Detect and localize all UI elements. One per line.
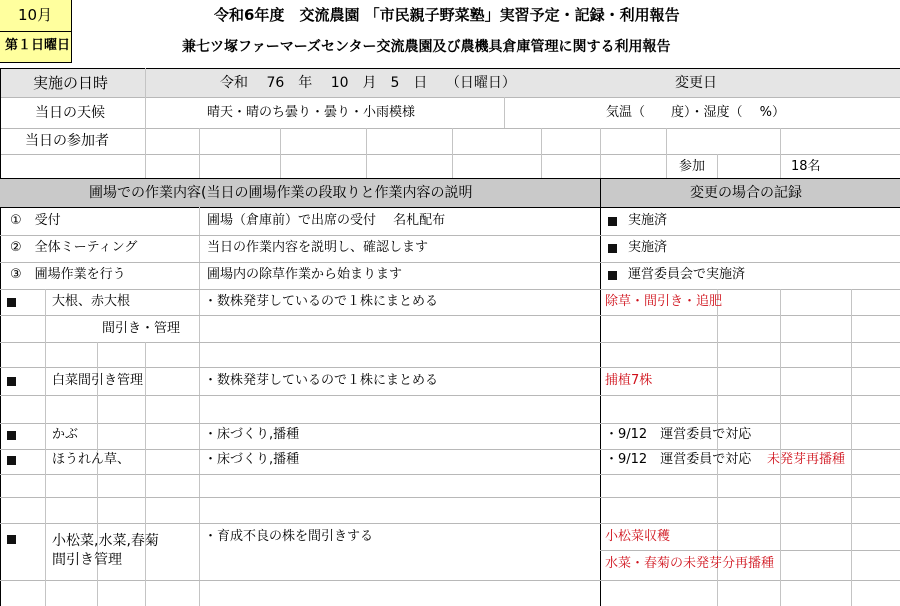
crop-1-record: 除草・間引き・追肥 [605, 294, 723, 309]
step-row-1-item: ① 受付 [10, 213, 61, 228]
crop-3-name: かぶ [52, 427, 79, 442]
date-label: 実施の日時 [33, 74, 109, 92]
weather-label: 当日の天候 [35, 105, 105, 121]
participants-label: 当日の参加者 [25, 133, 109, 149]
crop-4-name: ほうれん草、 [52, 452, 131, 467]
check-square-icon [608, 271, 617, 280]
change-header: 変更の場合の記録 [690, 185, 802, 201]
crop-5-record-2: 水菜・春菊の未発芽分再播種 [605, 556, 775, 571]
crop-4-record-extra: 未発芽再播種 [767, 452, 846, 467]
attendance-value: 18名 [791, 159, 821, 174]
crop-1-desc: ・数株発芽しているので１株にまとめる [204, 294, 439, 309]
month-label: 10月 [18, 6, 53, 24]
crop-5-record: 小松菜収穫 [605, 529, 671, 544]
step-row-3-desc: 圃場内の除草作業から始まります [207, 267, 403, 282]
bullet-square-icon [7, 456, 16, 465]
crop-4-record: ・9/12 運営委員で対応 [605, 452, 752, 467]
crop-2-name: 白菜間引き管理 [52, 373, 144, 388]
change-date-label: 変更日 [675, 75, 717, 91]
crop-5-name: 小松菜,水菜,春菊 [52, 533, 159, 549]
crop-2-desc: ・数株発芽しているので１株にまとめる [204, 373, 439, 388]
crop-5-sub: 間引き管理 [52, 552, 122, 568]
crop-3-desc: ・床づくり,播種 [204, 427, 300, 442]
crop-5-desc: ・育成不良の株を間引きする [204, 529, 374, 544]
bullet-square-icon [7, 298, 16, 307]
step-row-1-record: 実施済 [628, 213, 668, 228]
step-row-2-item: ② 全体ミーティング [10, 240, 138, 255]
crop-3-record: ・9/12 運営委員で対応 [605, 427, 752, 442]
work-header: 圃場での作業内容(当日の圃場作業の段取りと作業内容の説明 [89, 185, 473, 201]
bullet-square-icon [7, 377, 16, 386]
check-square-icon [608, 217, 617, 226]
week-label: 第１日曜日 [5, 38, 71, 53]
step-row-3-record: 運営委員会で実施済 [628, 267, 746, 282]
crop-2-record: 捕植7株 [605, 373, 653, 388]
bullet-square-icon [7, 431, 16, 440]
bullet-square-icon [7, 535, 16, 544]
date-value: 令和 76 年 10 月 5 日 （日曜日） [220, 75, 516, 91]
attendance-label: 参加 [679, 159, 706, 174]
page-subtitle: 兼七ツ塚ファーマーズセンター交流農園及び農機具倉庫管理に関する利用報告 [182, 39, 671, 55]
temp-humidity-label: 気温（ 度）・湿度（ %） [606, 105, 785, 120]
check-square-icon [608, 244, 617, 253]
step-row-2-record: 実施済 [628, 240, 668, 255]
crop-4-desc: ・床づくり,播種 [204, 452, 300, 467]
step-row-3-item: ③ 圃場作業を行う [10, 267, 126, 282]
step-row-1-desc: 圃場（倉庫前）で出席の受付 名札配布 [207, 213, 446, 228]
page-title: 令和6年度 交流農園 「市民親子野菜塾」実習予定・記録・利用報告 [214, 6, 680, 24]
crop-1-sub: 間引き・管理 [102, 321, 181, 336]
crop-1-name: 大根、赤大根 [52, 294, 131, 309]
step-row-2-desc: 当日の作業内容を説明し、確認します [207, 240, 429, 255]
weather-value: 晴天・晴のち曇り・曇り・小雨模様 [207, 105, 416, 120]
